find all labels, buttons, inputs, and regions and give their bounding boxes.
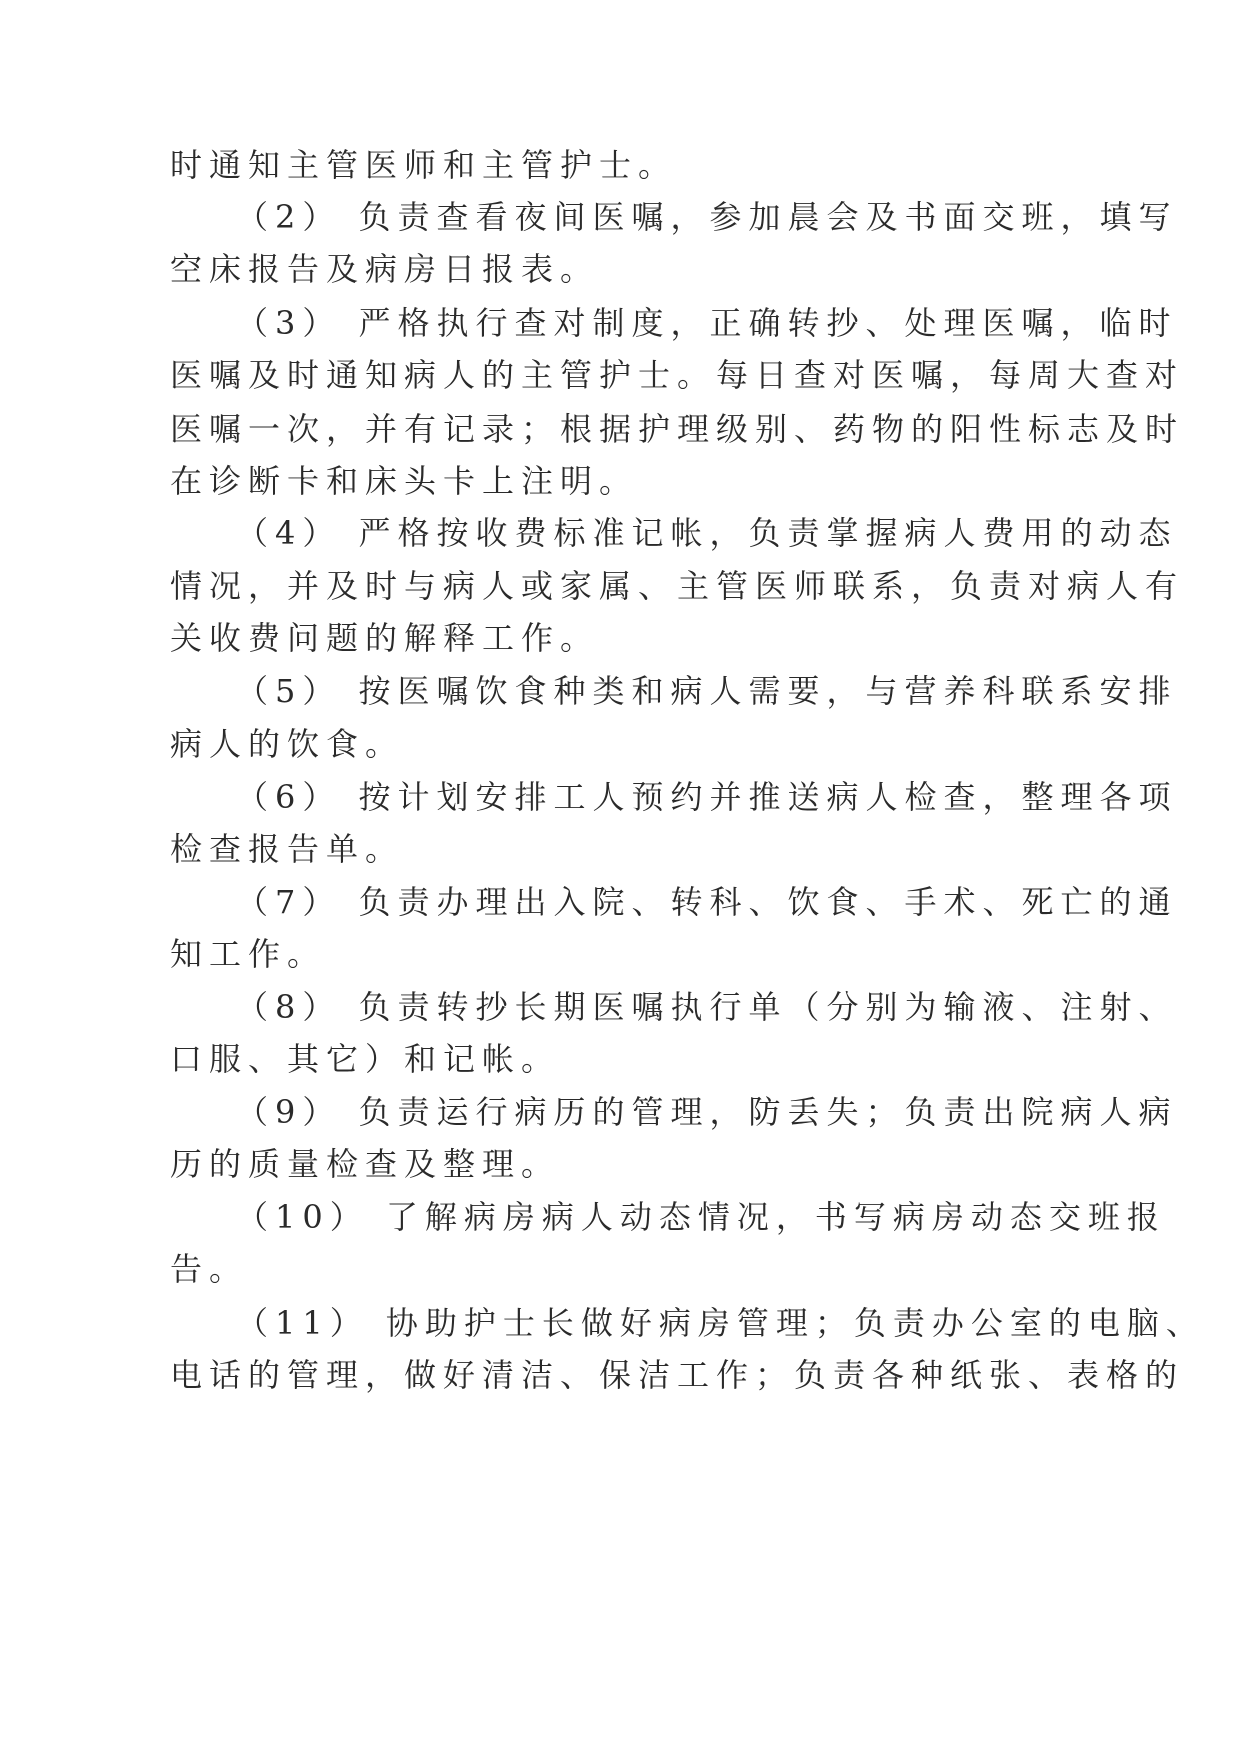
text-line: （3） 严格执行查对制度，正确转抄、处理医嘱，临时 [236,304,1178,342]
text-line: 知工作。 [170,935,327,973]
text-line: 病人的饮食。 [170,725,405,763]
text-line: 历的质量检查及整理。 [170,1145,561,1183]
text-line: 医嘱一次，并有记录；根据护理级别、药物的阳性标志及时 [170,410,1185,448]
text-line: （4） 严格按收费标准记帐，负责掌握病人费用的动态 [236,514,1178,552]
text-line: （5） 按医嘱饮食种类和病人需要，与营养科联系安排 [236,672,1178,710]
text-line: 在诊断卡和床头卡上注明。 [170,462,639,500]
text-line: 医嘱及时通知病人的主管护士。每日查对医嘱，每周大查对 [170,356,1185,394]
text-line: （2） 负责查看夜间医嘱，参加晨会及书面交班，填写 [236,198,1178,236]
text-line: 空床报告及病房日报表。 [170,250,600,288]
text-line: （6） 按计划安排工人预约并推送病人检查，整理各项 [236,778,1178,816]
text-line: 关收费问题的解释工作。 [170,619,600,657]
text-line: （7） 负责办理出入院、转科、饮食、手术、死亡的通 [236,883,1178,921]
text-line: 情况，并及时与病人或家属、主管医师联系，负责对病人有 [170,567,1185,605]
text-line: 时通知主管医师和主管护士。 [170,146,678,184]
text-line: （11） 协助护士长做好病房管理；负责办公室的电脑、 [236,1304,1205,1342]
text-line: 口服、其它）和记帐。 [170,1040,561,1078]
text-line: （9） 负责运行病历的管理，防丢失；负责出院病人病 [236,1093,1178,1131]
text-line: （10） 了解病房病人动态情况，书写病房动态交班报 [236,1198,1166,1236]
text-line: 检查报告单。 [170,830,405,868]
text-line: （8） 负责转抄长期医嘱执行单（分别为输液、注射、 [236,988,1178,1026]
text-line: 电话的管理，做好清洁、保洁工作；负责各种纸张、表格的 [170,1356,1185,1394]
text-line: 告。 [170,1250,249,1288]
